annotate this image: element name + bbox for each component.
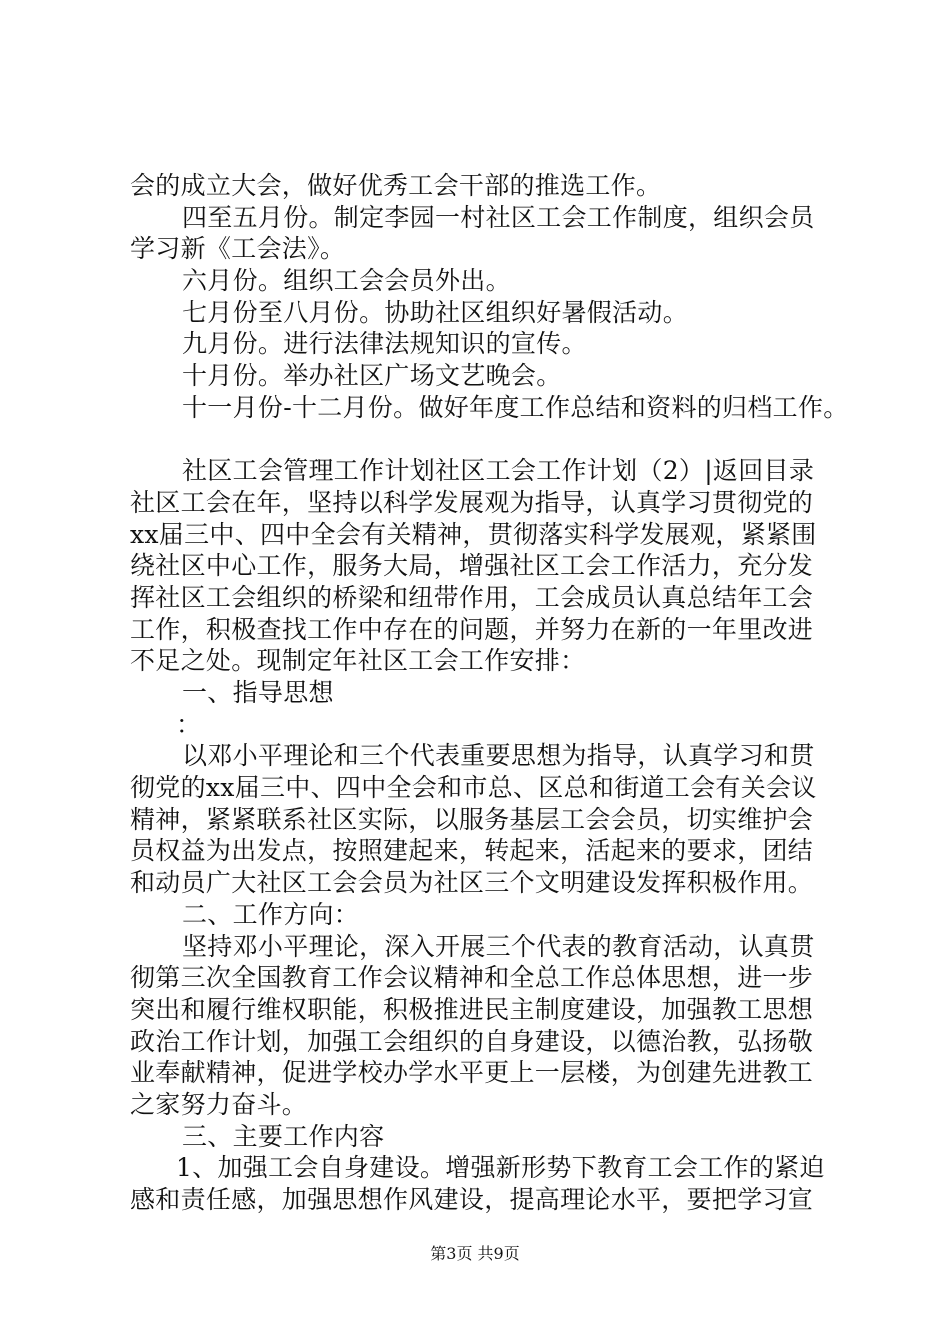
text-line: xx届三中、四中全会有关精神，贯彻落实科学发展观，紧紧围	[130, 519, 817, 549]
text-line: 七月份至八月份。协助社区组织好暑假活动。	[182, 297, 689, 327]
subheading: 三、主要工作内容	[182, 1121, 385, 1151]
text-line: 政治工作计划，加强工会组织的自身建设，以德治教，弘扬敬	[130, 1026, 814, 1056]
text-line: 和动员广大社区工会会员为社区三个文明建设发挥积极作用。	[130, 868, 814, 898]
text-line: 十一月份-十二月份。做好年度工作总结和资料的归档工作。	[182, 392, 849, 422]
text-line: 学习新《工会法》。	[130, 234, 346, 264]
text-line: 员权益为出发点，按照建起来，转起来，活起来的要求，团结	[130, 836, 814, 866]
text-line: 绕社区中心工作，服务大局，增强社区工会工作活力，充分发	[130, 551, 814, 581]
text-line: 彻第三次全国教育工作会议精神和全总工作总体思想，进一步	[130, 963, 814, 993]
subheading: 二、工作方向：	[182, 899, 360, 929]
document-body	[130, 170, 849, 1216]
text-line: 感和责任感，加强思想作风建设，提高理论水平，要把学习宣	[130, 1185, 814, 1214]
page-number-footer: 第3页 共9页	[430, 1244, 520, 1263]
text-line: 1、加强工会自身建设。增强新形势下教育工会工作的紧迫	[176, 1153, 825, 1183]
text-line: 挥社区工会组织的桥梁和纽带作用，工会成员认真总结年工会	[130, 582, 814, 612]
text-line: 社区工会在年，坚持以科学发展观为指导，认真学习贯彻党的	[130, 487, 814, 517]
text-line: ：	[176, 709, 202, 739]
text-line: 九月份。进行法律法规知识的宣传。	[182, 329, 587, 359]
text-line: 不足之处。现制定年社区工会工作安排：	[130, 646, 586, 676]
text-line: 十月份。举办社区广场文艺晚会。	[182, 361, 562, 391]
paragraph-gap	[130, 424, 840, 456]
text-line: 业奉献精神，促进学校办学水平更上一层楼，为创建先进教工	[130, 1058, 814, 1088]
text-line: 六月份。组织工会会员外出。	[182, 266, 511, 296]
text-line: 突出和履行维权职能，积极推进民主制度建设，加强教工思想	[130, 994, 814, 1024]
text-line: 四至五月份。制定李园一村社区工会工作制度，组织会员	[182, 202, 815, 232]
text-line: 工作，积极查找工作中存在的问题，并努力在新的一年里改进	[130, 614, 814, 644]
text-line: 以邓小平理论和三个代表重要思想为指导，认真学习和贯	[182, 741, 815, 771]
section-heading: 社区工会管理工作计划社区工会工作计划（2）|返回目录	[182, 456, 815, 486]
text-line: 精神，紧紧联系社区实际，以服务基层工会会员，切实维护会	[130, 804, 814, 834]
subheading: 一、指导思想	[182, 678, 334, 707]
text-line: 之家努力奋斗。	[130, 1089, 308, 1119]
text-line: 坚持邓小平理论，深入开展三个代表的教育活动，认真贯	[182, 931, 815, 961]
text-line: 会的成立大会，做好优秀工会干部的推选工作。	[130, 171, 662, 200]
text-line: 彻党的xx届三中、四中全会和市总、区总和街道工会有关会议	[130, 773, 817, 803]
